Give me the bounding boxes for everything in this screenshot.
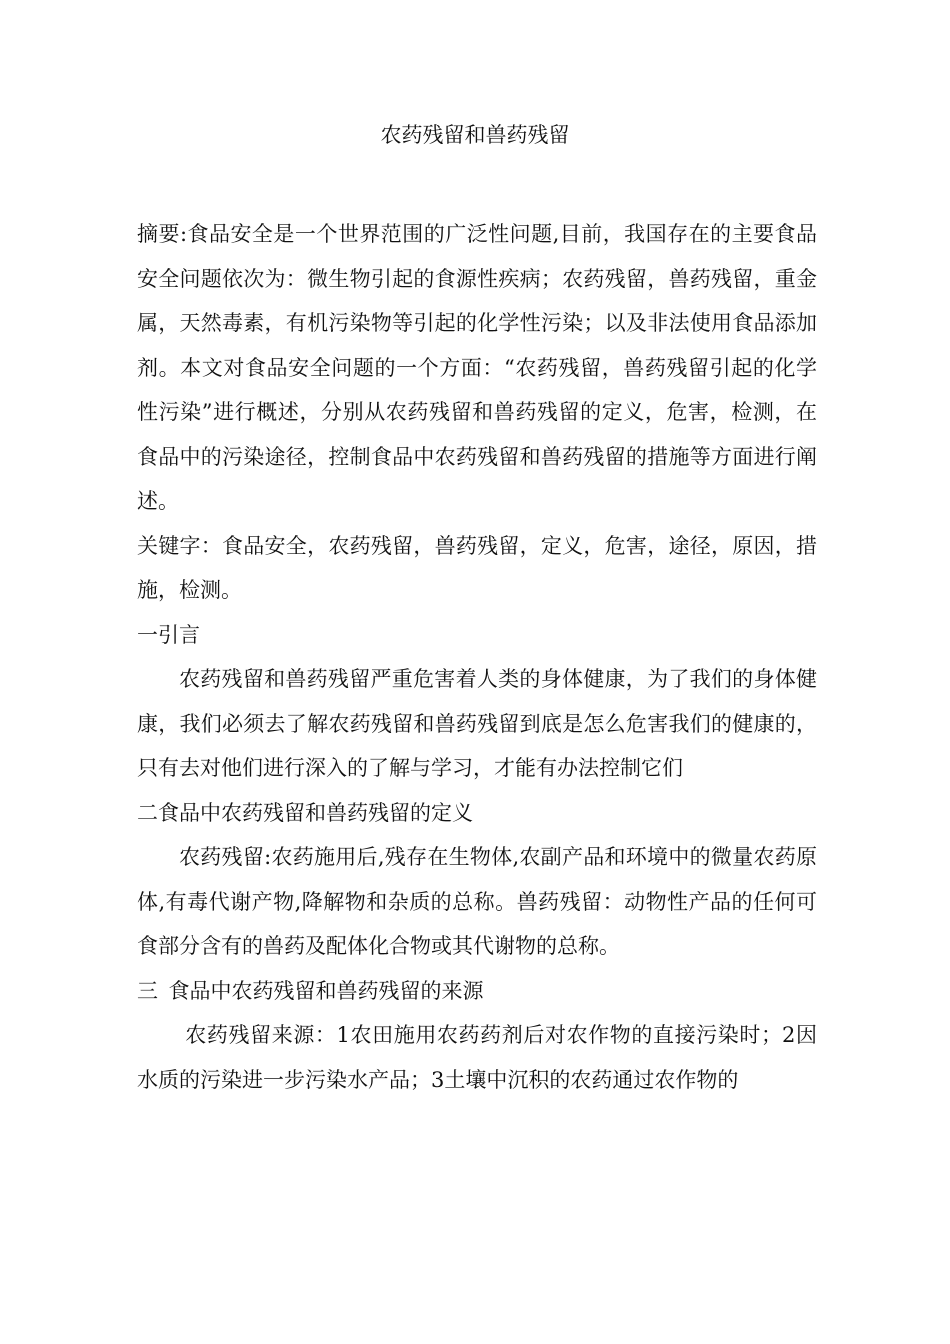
abstract-paragraph: 摘要:食品安全是一个世界范围的广泛性问题,目前，我国存在的主要食品安全问题依次为：微生物引起的食源性疾病；农药残留，兽药残留，重金属，天然毒素，有机污染物等引起的化学性污染；以及非法使用食品添加剂。本文对食品安全问题的一个方面：“农药残留，兽药残留引起的化学性污染”进行概述，分别从农药残留和兽药残留的定义，危害，检测，在食品中的污染途径，控制食品中农药残留和兽药残留的措施等方面进行阐述。: [137, 222, 817, 513]
keywords-paragraph: 关键字：食品安全，农药残留，兽药残留，定义，危害，途径，原因，措施，检测。: [137, 533, 817, 602]
section-heading-text: 食品中农药残留和兽药残留的来源: [168, 978, 484, 1003]
introduction-paragraph: 农药残留和兽药残留严重危害着人类的身体健康，为了我们的身体健康，我们必须去了解农药残留和兽药残留到底是怎么危害我们的健康的，只有去对他们进行深入的了解与学习，才能有办法控制它们: [137, 667, 817, 780]
section-number: 三: [137, 978, 158, 1003]
section-heading-definition: 二食品中农药残留和兽药残留的定义: [137, 800, 473, 825]
sources-paragraph: 农药残留来源：1农田施用农药药剂后对农作物的直接污染时；2因水质的污染进一步污染水产品；3土壤中沉积的农药通过农作物的: [137, 1023, 817, 1092]
section-heading-sources: [137, 969, 817, 1014]
document-body: [137, 212, 817, 1102]
document-title: 农药残留和兽药残留: [380, 123, 570, 147]
definition-paragraph: 农药残留:农药施用后,残存在生物体,农副产品和环境中的微量农药原体,有毒代谢产物,降解物和杂质的总称。兽药残留：动物性产品的任何可食部分含有的兽药及配体化合物或其代谢物的总称。: [137, 845, 817, 958]
section-heading-introduction: 一引言: [137, 622, 200, 647]
